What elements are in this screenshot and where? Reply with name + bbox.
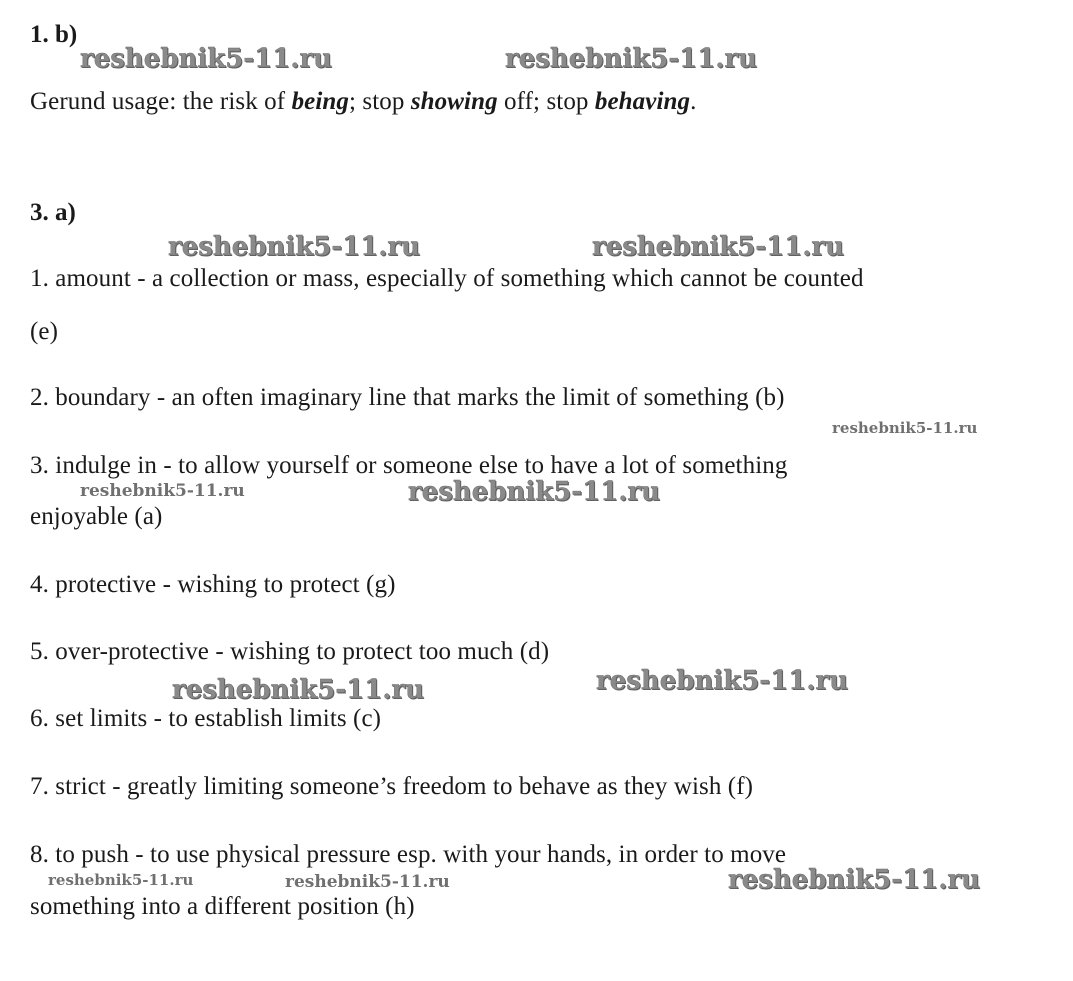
- gerund-text-end: .: [690, 88, 697, 115]
- definition-line-8-cont: something into a different position (h): [30, 893, 415, 920]
- definition-line-2: 2. boundary - an often imaginary line that marks the limit of something (b): [30, 384, 785, 411]
- watermark: reshebnik5-11.ru: [48, 871, 194, 889]
- watermark: reshebnik5-11.ru: [80, 44, 333, 74]
- section-1-heading: 1. b): [30, 21, 78, 48]
- watermark: reshebnik5-11.ru: [172, 675, 425, 705]
- definition-line-8: 8. to push - to use physical pressure esp. with your hands, in order to move: [30, 841, 787, 868]
- section-3-heading: 3. a): [30, 199, 76, 226]
- definition-line-7: 7. strict - greatly limiting someone’s freedom to behave as they wish (f): [30, 773, 754, 800]
- watermark: reshebnik5-11.ru: [728, 865, 981, 895]
- watermark: reshebnik5-11.ru: [168, 232, 421, 262]
- definition-line-1: 1. amount - a collection or mass, especially of something which cannot be counted: [30, 265, 864, 292]
- watermark: reshebnik5-11.ru: [596, 666, 849, 696]
- watermark: reshebnik5-11.ru: [285, 872, 450, 892]
- watermark: reshebnik5-11.ru: [832, 419, 978, 437]
- watermark: reshebnik5-11.ru: [592, 232, 845, 262]
- gerund-text-prefix: Gerund usage: the risk of: [30, 88, 292, 115]
- definition-line-3-cont: enjoyable (a): [30, 503, 163, 530]
- watermark: reshebnik5-11.ru: [505, 44, 758, 74]
- watermark: reshebnik5-11.ru: [80, 481, 245, 501]
- watermark: reshebnik5-11.ru: [408, 477, 661, 507]
- definition-line-3: 3. indulge in - to allow yourself or someone else to have a lot of something: [30, 452, 788, 479]
- gerund-word-behaving: behaving: [594, 88, 691, 115]
- definition-line-6: 6. set limits - to establish limits (c): [30, 705, 382, 732]
- definition-line-4: 4. protective - wishing to protect (g): [30, 571, 396, 598]
- definition-line-5: 5. over-protective - wishing to protect too much (d): [30, 638, 550, 665]
- gerund-text-mid-2: off; stop: [497, 88, 595, 115]
- gerund-text-mid-1: ; stop: [349, 88, 411, 115]
- gerund-word-showing: showing: [410, 88, 498, 115]
- gerund-word-being: being: [291, 88, 350, 115]
- gerund-usage-line: [30, 89, 696, 114]
- definition-line-1-answer: (e): [30, 318, 59, 345]
